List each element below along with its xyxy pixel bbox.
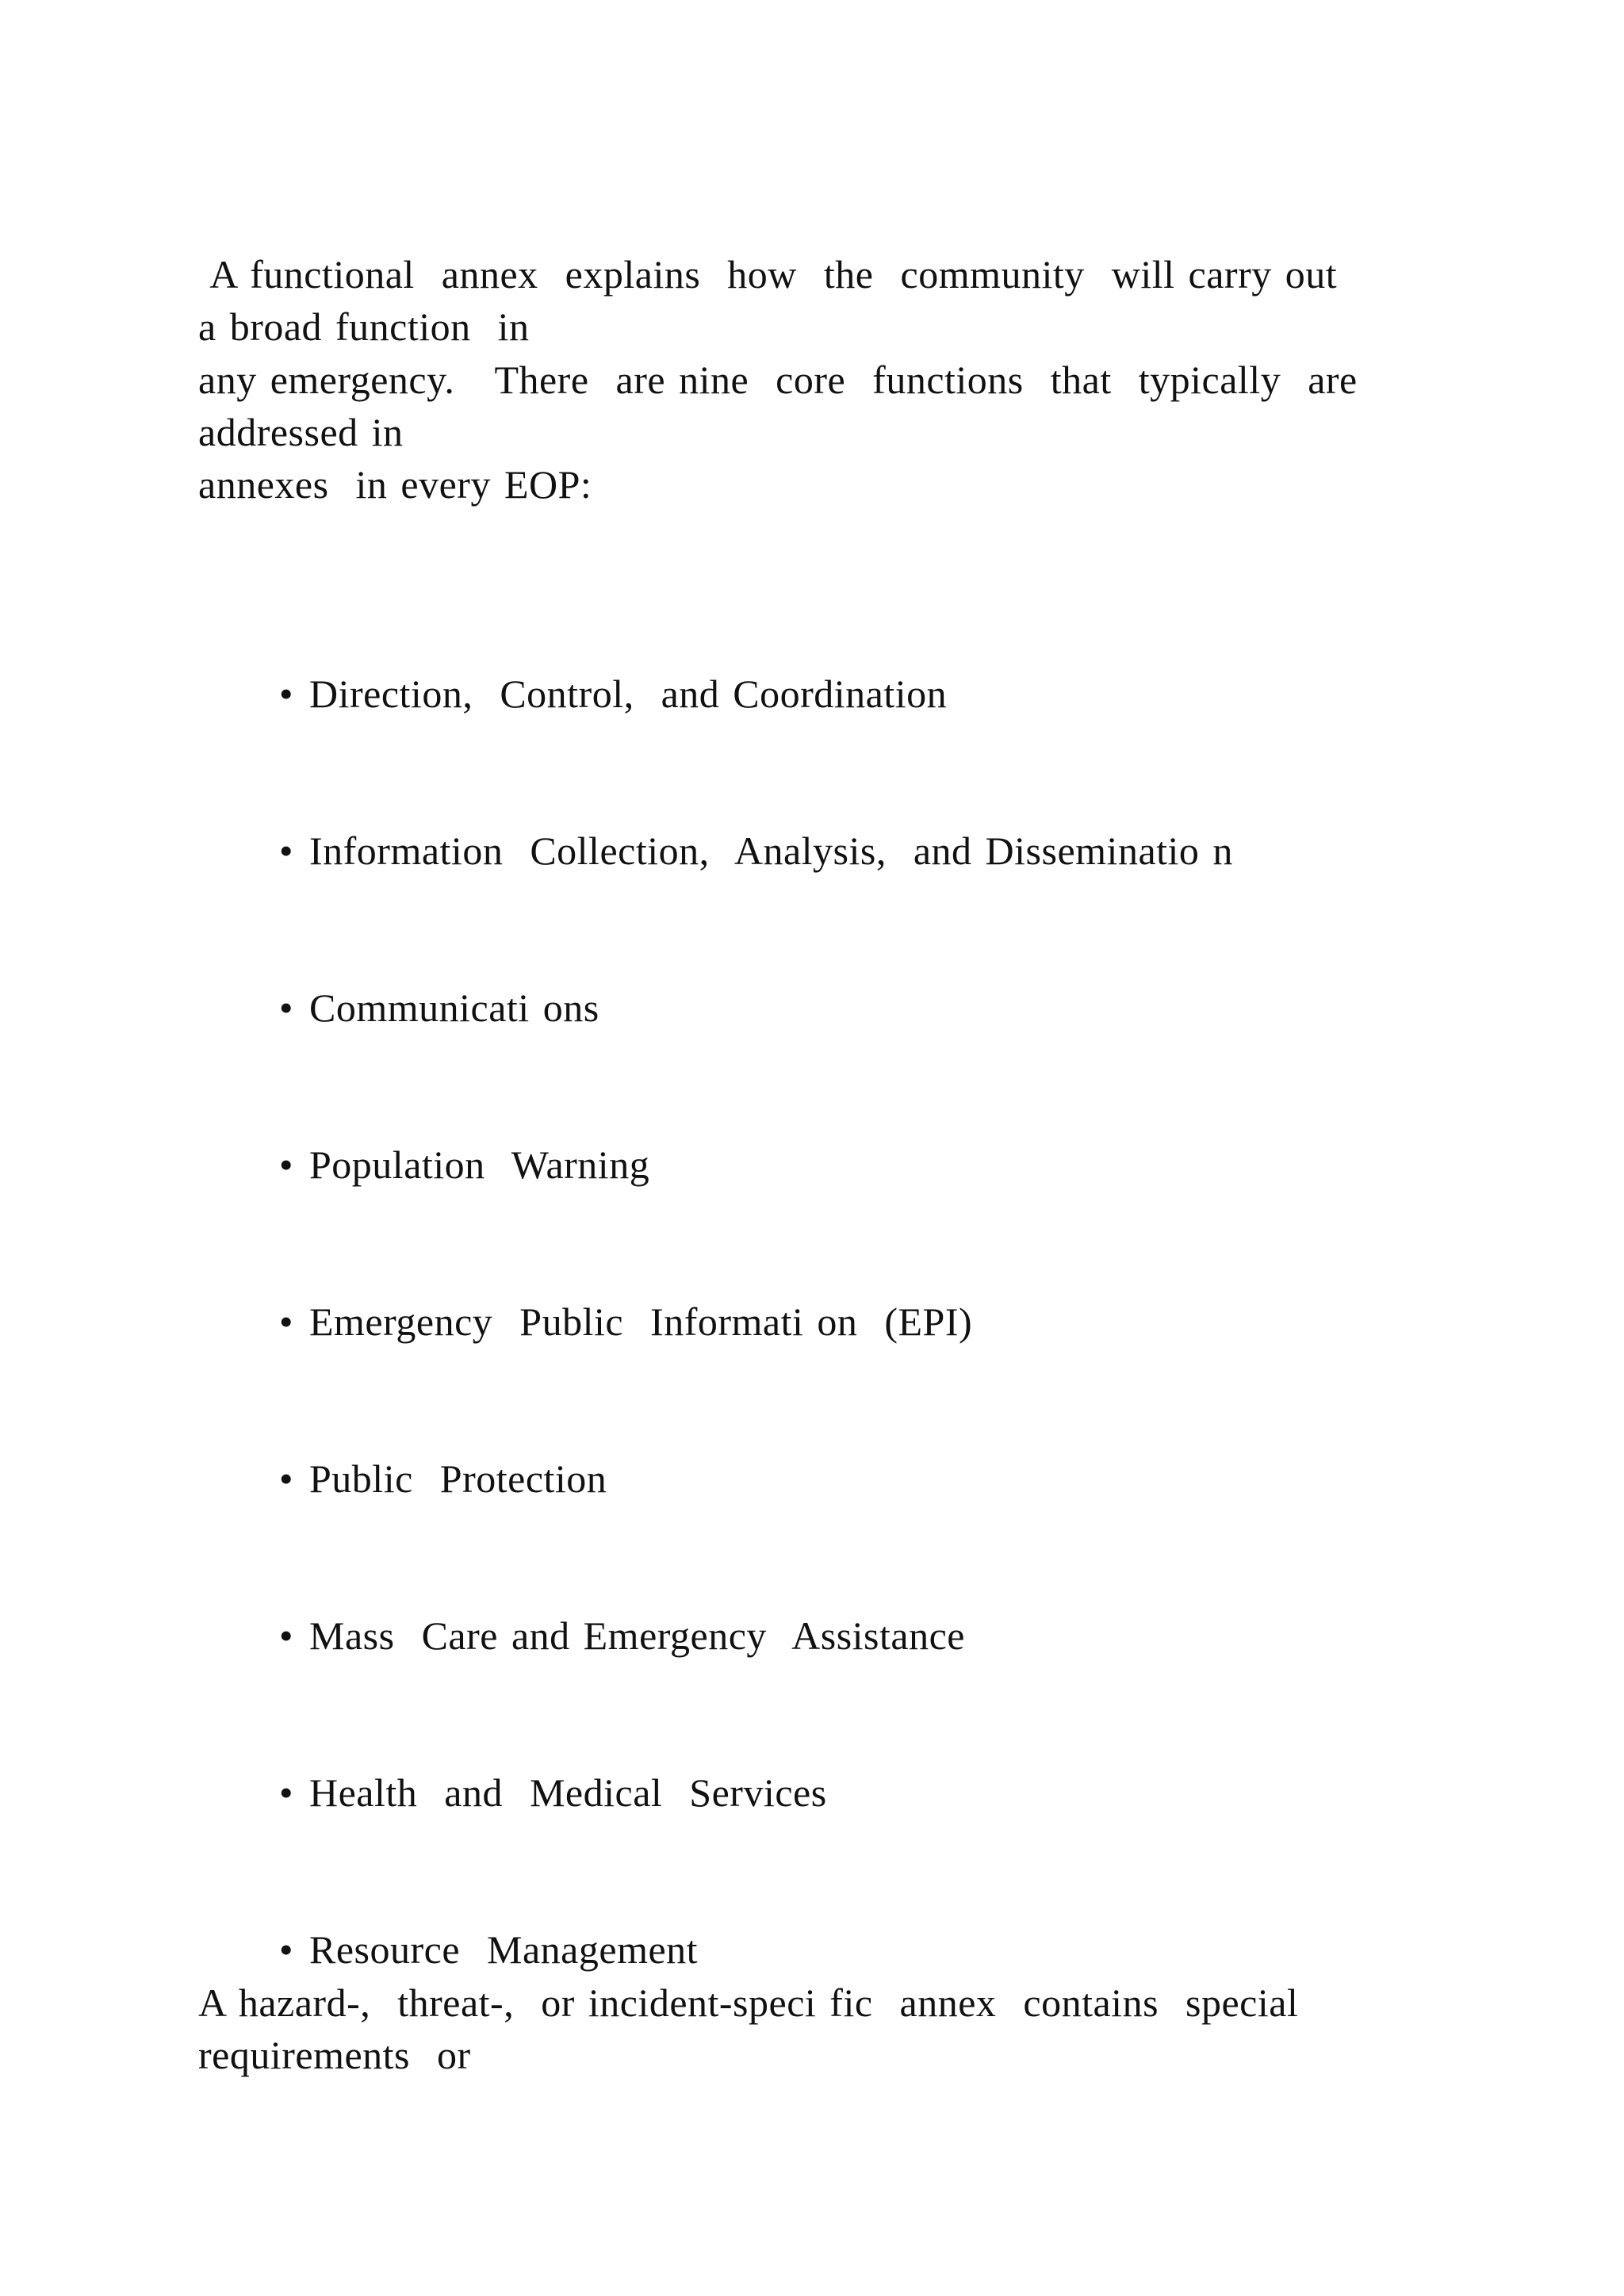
- intro-line: annexes in every EOP:: [198, 462, 592, 507]
- intro-line: a broad function in: [198, 304, 530, 349]
- intro-line: A functional annex explains how the community will carry out: [198, 252, 1338, 297]
- bullet-icon: •: [279, 1142, 294, 1187]
- list-item: [198, 1400, 607, 1557]
- bullet-icon: •: [279, 1456, 294, 1501]
- list-item-label: Population Warning: [309, 1142, 650, 1187]
- list-item-label: Direction, Control, and Coordination: [309, 672, 948, 716]
- list-item: [198, 929, 599, 1086]
- list-item: [198, 1714, 827, 1871]
- closing-line: A hazard-, threat-, or incident-speci fic annex contains special: [198, 1980, 1299, 2025]
- list-item-label: Mass Care and Emergency Assistance: [309, 1613, 965, 1658]
- list-item-label: Communicati ons: [309, 985, 599, 1030]
- list-item-label: Health and Medical Services: [309, 1770, 827, 1815]
- bullet-icon: •: [279, 672, 294, 716]
- bullet-icon: •: [279, 1299, 294, 1344]
- list-item-label: Resource Management: [309, 1927, 699, 1972]
- list-item: [198, 772, 1233, 929]
- list-item-label: Emergency Public Informati on (EPI): [309, 1299, 973, 1344]
- closing-line: requirements or: [198, 2033, 471, 2077]
- list-item-label: Information Collection, Analysis, and Disseminatio n: [309, 828, 1233, 873]
- intro-line: addressed in: [198, 410, 404, 454]
- bullet-icon: •: [279, 1613, 294, 1658]
- bullet-icon: •: [279, 1927, 294, 1972]
- list-item: [198, 615, 947, 772]
- bullet-icon: •: [279, 985, 294, 1030]
- intro-line: any emergency. There are nine core functions that typically are: [198, 358, 1358, 402]
- bullet-icon: •: [279, 828, 294, 873]
- bullet-icon: •: [279, 1770, 294, 1815]
- list-item: [198, 1557, 965, 1714]
- list-item-label: Public Protection: [309, 1456, 607, 1501]
- list-item: [198, 1243, 972, 1400]
- list-item: [198, 1086, 649, 1243]
